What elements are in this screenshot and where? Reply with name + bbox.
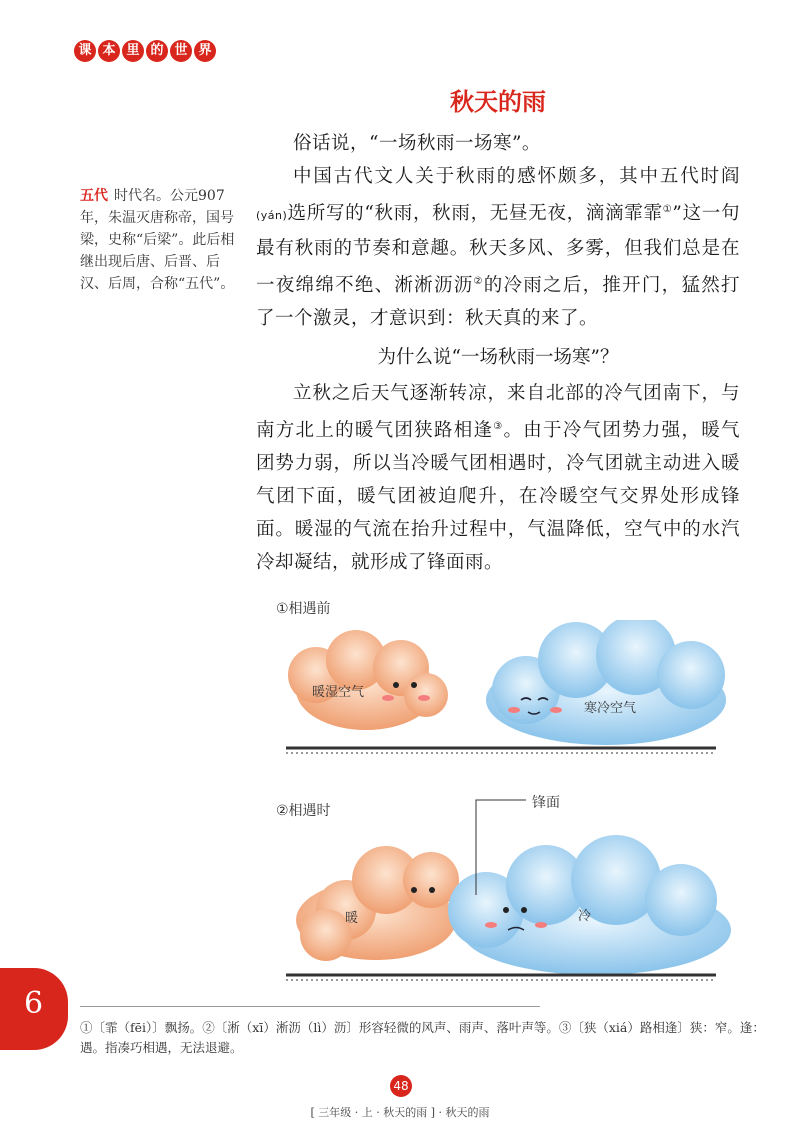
side-note: [80, 185, 246, 295]
page-title: 秋天的雨: [450, 88, 546, 116]
series-char: 的: [146, 40, 168, 62]
text-run: 。由于冷气团势力强，暖气团势力弱，所以当冷暖气团相遇时，冷气团就主动进入暖气团下面，暖气团被迫爬升，在冷暖空气交界处形成锋面。暖湿的气流在抬升过程中，气温降低，空气中的水汽冷却凝结，就形成了锋面雨。: [256, 420, 740, 574]
warm-air-label: 暖湿空气: [312, 685, 365, 700]
intro-paragraph-1: 俗话说，“一场秋雨一场寒”。: [293, 133, 541, 154]
warm-air-cloud: [296, 846, 459, 961]
footnote-ref-3: ③: [493, 421, 504, 432]
intro-paragraph-2: [256, 160, 740, 335]
figure-2-illustration: [276, 795, 736, 995]
side-note-text: 时代名。公元907年，朱温灭唐称帝，国号梁，史称“后梁”。此后相继出现后唐、后晋、后汉、后周，合称“五代”。: [80, 188, 235, 292]
cold-label: 冷: [578, 909, 592, 924]
front-label: 锋面: [532, 795, 560, 811]
cold-air-cloud: [486, 620, 726, 745]
figure-1-caption: ①相遇前: [276, 601, 331, 617]
chapter-number: 6: [24, 986, 44, 1021]
footnote-ref-1: ①: [662, 204, 673, 215]
series-char: 课: [74, 40, 96, 62]
footnotes: ①〔霏（fēi）〕飘扬。②〔淅（xī）淅沥（lì）沥〕形容轻微的风声、雨声、落叶声等。③〔狭（xiá）路相逢〕狭：窄。逢：遇。指凑巧相遇，无法退避。: [80, 1020, 765, 1055]
footnote-divider: [80, 1006, 540, 1007]
section-paragraph: [256, 377, 740, 579]
text-run: 选所写的“秋雨，秋雨，无昼无夜，滴滴霏霏: [287, 203, 663, 225]
text-run: 中国古代文人关于秋雨的感怀颇多，其中五代时阎: [293, 166, 740, 187]
series-header: [74, 40, 216, 62]
cold-air-label: 寒冷空气: [584, 701, 637, 716]
series-char: 里: [122, 40, 144, 62]
series-char: 本: [98, 40, 120, 62]
series-char: 界: [194, 40, 216, 62]
series-char: 世: [170, 40, 192, 62]
footnote-ref-2: ②: [473, 276, 484, 288]
warm-air-cloud: [288, 630, 448, 730]
figure-2-caption: ②相遇时: [276, 803, 331, 819]
chapter-tab: [0, 968, 68, 1050]
running-footer: [ 三年级 · 上 · 秋天的雨 ] · 秋天的雨: [310, 1106, 490, 1119]
pinyin: (yán): [256, 209, 288, 223]
section-text: [256, 377, 740, 579]
warm-label: 暖: [345, 911, 359, 926]
text-run: 立秋之后天气逐渐转凉，来自北部的冷气团南下，与南方北上的暖气团狭路相逢: [256, 383, 740, 442]
text-run: ”这一句最有秋雨的节奏和意趣。秋天多风、多雾，但我们总是在一夜绵绵不绝、淅淅沥沥: [256, 203, 740, 297]
section-subtitle: 为什么说“一场秋雨一场寒”？: [377, 347, 619, 368]
page-number: 48: [390, 1075, 412, 1097]
side-note-term: 五代: [80, 188, 108, 204]
intro-text: [256, 127, 740, 335]
text-run: 的冷雨之后，推开门，猛然打了一个激灵，才意识到：秋天真的来了。: [256, 275, 740, 330]
